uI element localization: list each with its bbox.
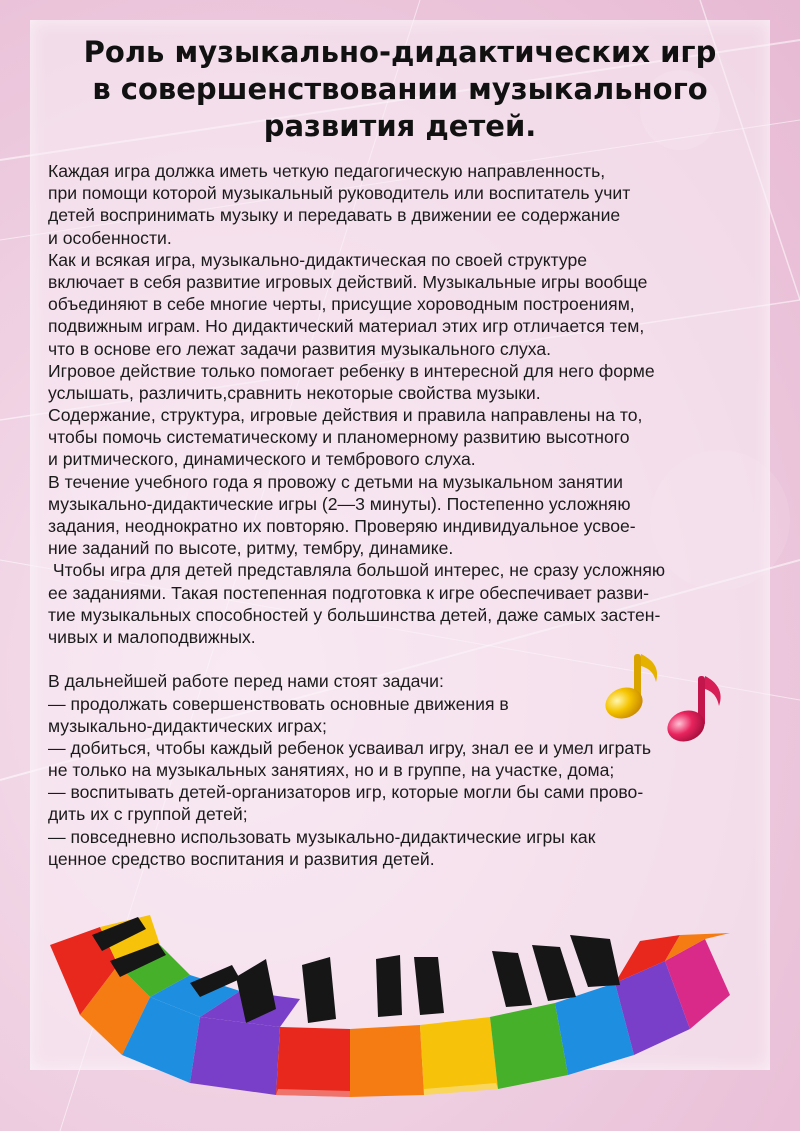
text-line: не только на музыкальных занятиях, но и в группе, на участке, дома; <box>48 760 615 781</box>
text-line: ние заданий по высоте, ритму, тембру, динамике. <box>48 538 454 559</box>
text-line: — продолжать совершенствовать основные движения в <box>48 693 509 714</box>
text-line: — повседневно использовать музыкально-дидактические игры как <box>48 826 596 847</box>
title-line: Роль музыкально-дидактических игр <box>83 35 717 69</box>
title-line: в совершенствовании музыкального <box>92 72 708 106</box>
text-line: подвижным играм. Но дидактический материал этих игр отличается тем, <box>48 316 645 337</box>
text-line: чивых и малоподвижных. <box>48 626 256 647</box>
text-line: при помощи которой музыкальный руководитель или воспитатель учит <box>48 183 631 204</box>
text-line: и особенности. <box>48 227 172 248</box>
text-line: Каждая игра должка иметь четкую педагогическую направленность, <box>48 161 606 181</box>
text-line: чтобы помочь систематическому и планомерному развитию высотного <box>48 427 630 448</box>
pink-note-icon <box>663 676 721 746</box>
title-line: развития детей. <box>263 109 537 143</box>
article-body <box>48 160 788 870</box>
text-line: дить их с группой детей; <box>48 804 248 825</box>
rainbow-piano-keyboard <box>40 905 760 1105</box>
text-line: Игровое действие только помогает ребенку в интересной для него форме <box>48 360 655 381</box>
text-line: музыкально-дидактических играх; <box>48 715 327 736</box>
text-line: задания, неоднократно их повторяю. Проверяю индивидуальное усвое- <box>48 516 636 536</box>
text-line: ее заданиями. Такая постепенная подготовка к игре обеспечивает разви- <box>48 582 650 603</box>
text-line: музыкально-дидактические игры (2—3 минуты). Постепенно усложняю <box>48 493 631 514</box>
text-line: и ритмического, динамического и тембрового слуха. <box>48 449 476 470</box>
text-line: В течение учебного года я провожу с детьми на музыкальном занятии <box>48 471 623 492</box>
text-line: услышать, различить,сравнить некоторые свойства музыки. <box>48 382 541 403</box>
text-line: детей воспринимать музыку и передавать в движении ее содержание <box>48 205 621 226</box>
text-line: тие музыкальных способностей у большинства детей, даже самых застен- <box>48 604 661 625</box>
music-notes-icon <box>598 646 728 746</box>
text-line: включает в себя развитие игровых действий. Музыкальные игры вообще <box>48 271 648 292</box>
text-line: объединяют в себе многие черты, присущие хороводным построениям, <box>48 294 635 315</box>
text-line: что в основе его лежат задачи развития музыкального слуха. <box>48 338 552 359</box>
text-line: Чтобы игра для детей представляла большой интерес, не сразу усложняю <box>48 560 666 581</box>
text-line: — воспитывать детей-организаторов игр, которые могли бы сами прово- <box>48 782 644 803</box>
page-title <box>60 34 740 145</box>
yellow-note-icon <box>601 654 657 724</box>
text-line: Как и всякая игра, музыкально-дидактическая по своей структуре <box>48 249 588 270</box>
text-line: ценное средство воспитания и развития детей. <box>48 848 435 869</box>
text-line: — добиться, чтобы каждый ребенок усваивал игру, знал ее и умел играть <box>48 737 652 758</box>
text-line: В дальнейшей работе перед нами стоят задачи: <box>48 671 444 692</box>
text-line: Содержание, структура, игровые действия и правила направлены на то, <box>48 405 643 426</box>
